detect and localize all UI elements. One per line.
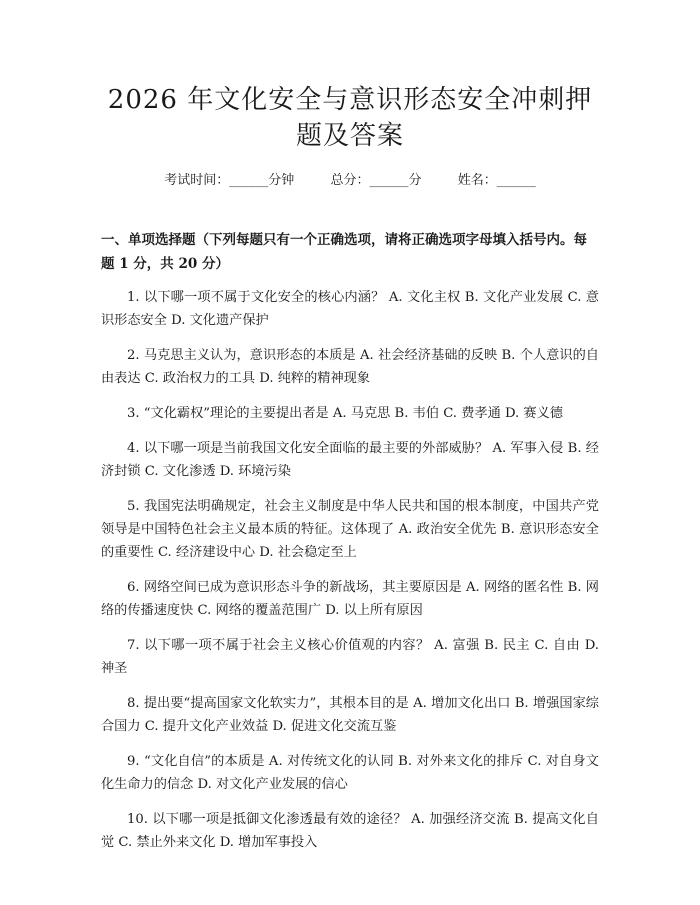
total-score-field: 总分：______分 xyxy=(330,173,422,188)
question-item: 10. 以下哪一项是抵御文化渗透最有效的途径？ A. 加强经济交流 B. 提高文化自觉 C. 禁止外来文化 D. 增加军事投入 xyxy=(101,812,599,850)
page-title: 2026 年文化安全与意识形态安全冲刺押题及答案 xyxy=(107,85,593,151)
question-item: 7. 以下哪一项不属于社会主义核心价值观的内容？ A. 富强 B. 民主 C. 自由 D. 神圣 xyxy=(101,638,599,676)
question-item: 4. 以下哪一项是当前我国文化安全面临的最主要的外部威胁？ A. 军事入侵 B. 经济封锁 C. 文化渗透 D. 环境污染 xyxy=(101,441,599,479)
question-item: 9. “文化自信”的本质是 A. 对传统文化的认同 B. 对外来文化的排斥 C. 对自身文化生命力的信念 D. 对文化产业发展的信心 xyxy=(101,754,599,792)
exam-time-field: 考试时间：______分钟 xyxy=(164,173,295,188)
question-item: 6. 网络空间已成为意识形态斗争的新战场，其主要原因是 A. 网络的匿名性 B. 网络的传播速度快 C. 网络的覆盖范围广 D. 以上所有原因 xyxy=(101,580,599,618)
exam-meta xyxy=(101,172,599,190)
question-item: 2. 马克思主义认为，意识形态的本质是 A. 社会经济基础的反映 B. 个人意识的自由表达 C. 政治权力的工具 D. 纯粹的精神现象 xyxy=(101,348,599,386)
question-item: 3. “文化霸权”理论的主要提出者是 A. 马克思 B. 韦伯 C. 费孝通 D. 赛义德 xyxy=(127,406,563,421)
section-heading: 一、单项选择题（下列每题只有一个正确选项，请将正确选项字母填入括号内。每题 1 分，共 20 分） xyxy=(101,232,587,272)
name-field: 姓名：______ xyxy=(457,173,536,188)
question-item: 5. 我国宪法明确规定，社会主义制度是中华人民共和国的根本制度，中国共产党领导是中国特色社会主义最本质的特征。这体现了 A. 政治安全优先 B. 意识形态安全的重要性 C. 经济建设中心 D. 社会稳定至上 xyxy=(101,499,599,560)
question-list xyxy=(101,286,599,854)
question-item: 1. 以下哪一项不属于文化安全的核心内涵？ A. 文化主权 B. 文化产业发展 C. 意识形态安全 D. 文化遗产保护 xyxy=(101,290,599,328)
question-item: 8. 提出要“提高国家文化软实力”，其根本目的是 A. 增加文化出口 B. 增强国家综合国力 C. 提升文化产业效益 D. 促进文化交流互鉴 xyxy=(101,696,599,734)
